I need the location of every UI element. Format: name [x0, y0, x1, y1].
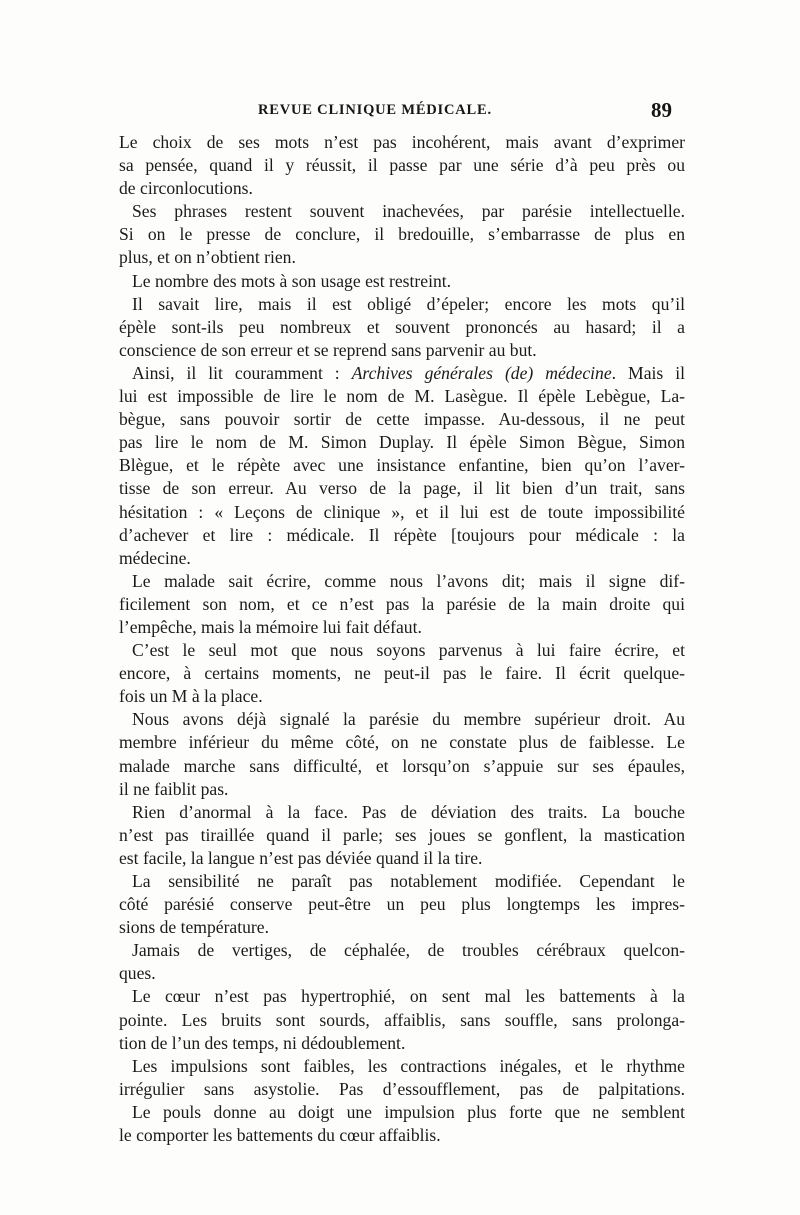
text-line: d’achever et lire : médicale. Il répète [toujours pour médicale : la	[119, 524, 685, 545]
text-line: hésitation : « Leçons de clinique », et il lui est de toute impossibilité	[119, 501, 685, 522]
text-line: membre inférieur du même côté, on ne constate plus de faiblesse. Le	[119, 732, 685, 753]
text-line: Nous avons déjà signalé la parésie du membre supérieur droit. Au	[132, 709, 685, 730]
text-line: sions de température.	[119, 917, 269, 938]
text-line: Le choix de ses mots n’est pas incohérent, mais avant d’exprimer	[119, 132, 685, 152]
text-line: conscience de son erreur et se reprend sans parvenir au but.	[119, 339, 537, 360]
text-line: La sensibilité ne paraît pas notablement modifiée. Cependant le	[132, 871, 685, 891]
page-number: 89	[651, 98, 672, 122]
text-line: Rien d’anormal à la face. Pas de déviation des traits. La bouche	[132, 801, 685, 822]
text-line: fois un M à la place.	[119, 686, 263, 707]
running-title: REVUE CLINIQUE MÉDICALE.	[258, 102, 492, 118]
text-line: le comporter les battements du cœur affaiblis.	[119, 1125, 441, 1146]
running-head	[0, 98, 800, 122]
text-line: plus, et on n’obtient rien.	[119, 247, 296, 268]
text-line: pointe. Les bruits sont sourds, affaiblis, sans souffle, sans prolonga-	[119, 1009, 685, 1030]
text-line: pas lire le nom de M. Simon Duplay. Il épèle Simon Bègue, Simon	[119, 432, 685, 453]
text-line: est facile, la langue n’est pas déviée quand il la tire.	[119, 847, 483, 868]
text-line: n’est pas tiraillée quand il parle; ses joues se gonflent, la mastication	[119, 824, 685, 845]
text-line: Le pouls donne au doigt une impulsion plus forte que ne semblent	[132, 1101, 685, 1122]
body-text	[119, 131, 685, 1147]
text-line: sa pensée, quand il y réussit, il passe par une série d’à peu près ou	[119, 155, 685, 176]
text-line: ficilement son nom, et ce n’est pas la parésie de la main droite qui	[119, 593, 685, 614]
text-line: Il savait lire, mais il est obligé d’épeler; encore les mots qu’il	[132, 293, 685, 314]
text-line: Le nombre des mots à son usage est restreint.	[132, 270, 452, 291]
text-line: Blègue, et le répète avec une insistance enfantine, bien qu’on l’aver-	[119, 455, 685, 476]
text-line: Ainsi, il lit couramment : Archives générales (de) médecine. Mais il	[132, 362, 685, 383]
text-line: Si on le presse de conclure, il bredouille, s’embarrasse de plus en	[119, 224, 685, 245]
text-line: tisse de son erreur. Au verso de la page, il lit bien d’un trait, sans	[119, 478, 685, 499]
text-line: C’est le seul mot que nous soyons parvenus à lui faire écrire, et	[132, 640, 685, 661]
text-line: Ses phrases restent souvent inachevées, par parésie intellectuelle.	[132, 201, 685, 222]
text-line: Le cœur n’est pas hypertrophié, on sent mal les battements à la	[132, 986, 685, 1007]
text-line: épèle sont-ils peu nombreux et souvent prononcés au hasard; il a	[119, 316, 685, 337]
text-line: Les impulsions sont faibles, les contractions inégales, et le rhythme	[132, 1055, 685, 1076]
text-line: bègue, sans pouvoir sortir de cette impasse. Au-dessous, il ne peut	[119, 409, 685, 430]
text-line: ques.	[119, 963, 156, 984]
text-line: irrégulier sans asystolie. Pas d’essoufflement, pas de palpitations.	[119, 1078, 685, 1099]
text-line: côté parésié conserve peut-être un peu plus longtemps les impres-	[119, 894, 685, 915]
text-line: encore, à certains moments, ne peut-il pas le faire. Il écrit quelque-	[119, 663, 685, 684]
text-line: tion de l’un des temps, ni dédoublement.	[119, 1032, 406, 1053]
text-line: Jamais de vertiges, de céphalée, de troubles cérébraux quelcon-	[132, 940, 685, 961]
text-line: lui est impossible de lire le nom de M. Lasègue. Il épèle Lebègue, La-	[119, 386, 685, 407]
text-line: malade marche sans difficulté, et lorsqu’on s’appuie sur ses épaules,	[119, 755, 685, 776]
text-line: l’empêche, mais la mémoire lui fait défaut.	[119, 616, 422, 637]
text-line: de circonlocutions.	[119, 178, 253, 199]
text-line: médecine.	[119, 547, 191, 568]
text-line: il ne faiblit pas.	[119, 778, 229, 799]
text-line: Le malade sait écrire, comme nous l’avons dit; mais il signe dif-	[132, 570, 685, 591]
